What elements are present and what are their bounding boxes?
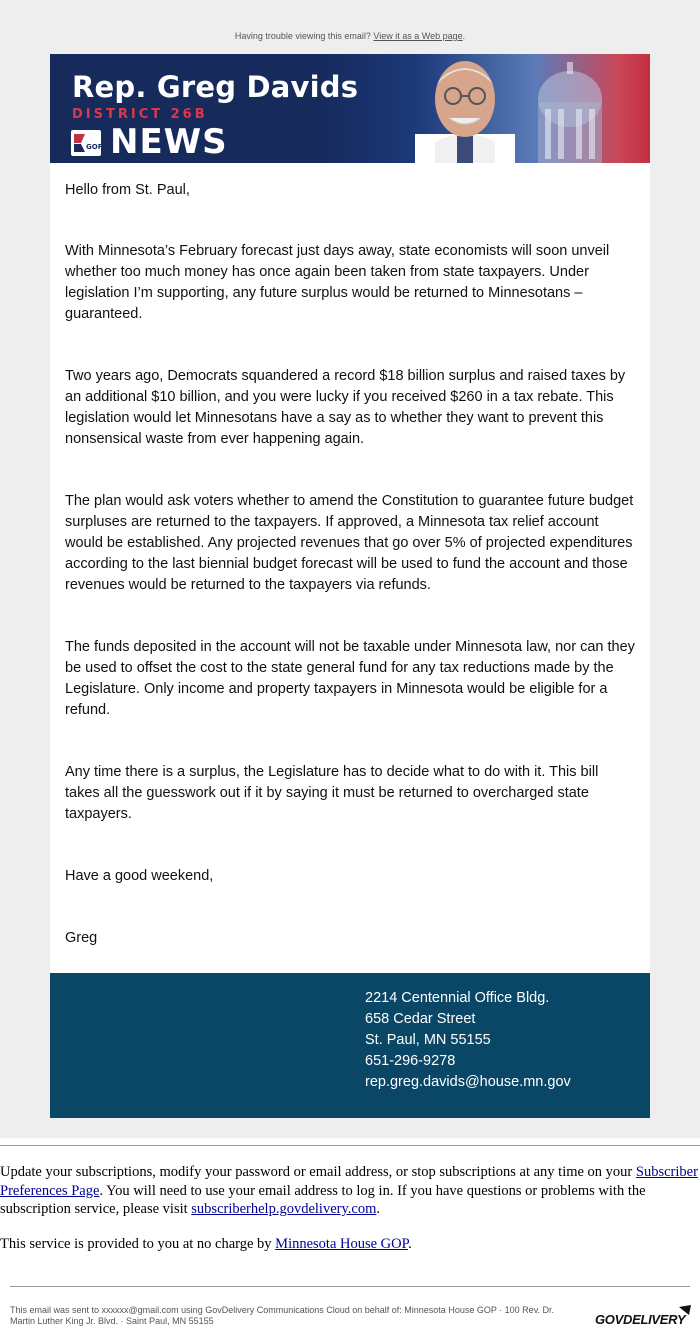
newsletter-banner (50, 54, 650, 163)
subscription-notice (0, 1163, 700, 1219)
trouble-end: . (462, 31, 466, 41)
gop-logo-icon (71, 130, 101, 156)
phone-number: 651-296-9278 (365, 1053, 456, 1069)
subscriber-preferences-link[interactable]: Subscriber Preferences Page (0, 1164, 698, 1199)
trouble-text: Having trouble viewing this email? (234, 31, 371, 41)
news-title: NEWS (110, 122, 228, 162)
office-address-line: 2214 Centennial Office Bldg. (365, 990, 550, 1006)
representative-portrait-icon (405, 54, 525, 163)
trouble-viewing-bar (0, 31, 700, 41)
contact-footer (50, 973, 650, 1118)
district-label: DISTRICT 26B (72, 107, 208, 122)
subscription-text-1: Update your subscriptions, modify your password or email address, or stop subscriptions at any time on your (0, 1164, 636, 1180)
body-paragraph-4: The funds deposited in the account will not be taxable under Minnesota law, nor can they be used to offset the cost to the state general fund for any tax reductions made by the Legislature. Only income and property taxpayers in Minnesota would be eligible for a refund. (65, 639, 635, 718)
body-paragraph-2: Two years ago, Democrats squandered a record $18 billion surplus and raised taxes by an additional $10 billion, and you were lucky if you received $260 in a tax rebate. This legislation would let Minnesotans have a say as to whether they want to prevent this nonsensical waste from ever happening again. (65, 368, 626, 447)
email-body (50, 163, 650, 973)
subscriber-help-link[interactable]: subscriberhelp.govdelivery.com (191, 1201, 377, 1217)
signature: Greg (65, 930, 98, 946)
greeting: Hello from St. Paul, (65, 182, 190, 198)
minnesota-house-gop-link[interactable]: Minnesota House GOP (275, 1236, 409, 1252)
envelope-icon (679, 1305, 691, 1315)
contact-email[interactable]: rep.greg.davids@house.mn.gov (365, 1074, 571, 1090)
body-paragraph-3: The plan would ask voters whether to amend the Constitution to guarantee future budget surpluses are returned to the taxpayers. If approved, a Minnesota tax relief account would be established. Any projected revenues that go over 5% of projected expenditures according to the last biennial budget forecast will be used to fund the account and those revenues would be returned to the taxpayers via refunds. (65, 493, 634, 593)
divider (10, 1286, 690, 1287)
subscription-text-3: . (376, 1201, 380, 1217)
sent-to-notice: This email was sent to xxxxxx@gmail.com using GovDelivery Communications Cloud on behalf of: Minnesota House GOP · 100 Rev. Dr. Martin Luther King Jr. Blvd. · Saint Paul, MN 55155 (10, 1305, 555, 1326)
gop-logo-text: GOP (86, 143, 103, 151)
street-address-line: 658 Cedar Street (365, 1011, 476, 1027)
govdelivery-brand-text: GOVDELIVERY (595, 1312, 686, 1327)
city-line: St. Paul, MN 55155 (365, 1032, 491, 1048)
service-end: . (408, 1236, 412, 1252)
view-web-page-link[interactable]: View it as a Web page (373, 31, 463, 41)
body-paragraph-5: Any time there is a surplus, the Legislature has to decide what to do with it. This bill takes all the guesswork out if it by saying it must be returned to overcharged state taxpayers. (65, 764, 599, 822)
closing: Have a good weekend, (65, 868, 214, 884)
service-text: This service is provided to you at no charge by (0, 1236, 276, 1252)
representative-name: Rep. Greg Davids (72, 70, 359, 104)
service-notice (0, 1235, 700, 1254)
body-paragraph-1: With Minnesota’s February forecast just days away, state economists will soon unveil whether too much money has once again been taken from state taxpayers. Under legislation I’m supporting, any future surplus would be returned to Minnesotans – guaranteed. (65, 243, 610, 322)
govdelivery-logo[interactable] (595, 1312, 685, 1327)
subscription-text-2: . You will need to use your email address to log in. If you have questions or problems with the subscription service, please visit (0, 1182, 646, 1217)
divider (0, 1145, 700, 1146)
